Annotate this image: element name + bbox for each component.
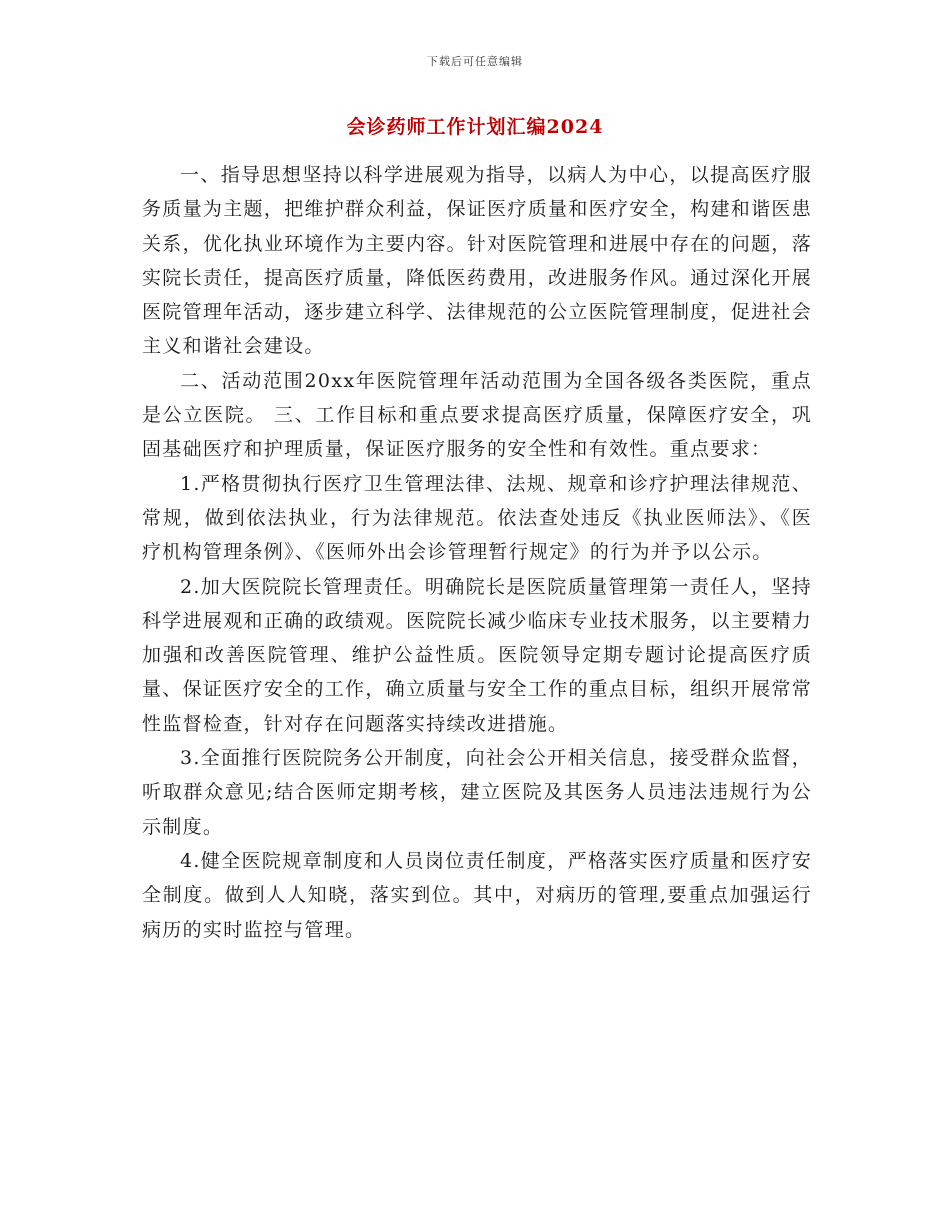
paragraph-item-4: 4.健全医院规章制度和人员岗位责任制度，严格落实医疗质量和医疗安全制度。做到人人知晓，落实到位。其中，对病历的管理,要重点加强运行病历的实时监控与管理。	[142, 849, 812, 941]
paragraph-activity-scope: 二、活动范围20xx年医院管理年活动范围为全国各级各类医院，重点是公立医院。 三、工作目标和重点要求提高医疗质量，保障医疗安全，巩固基础医疗和护理质量，保证医疗服务的安全性和有效性。重点要求：	[142, 369, 812, 461]
paragraph-guiding-ideology: 一、指导思想坚持以科学进展观为指导，以病人为中心，以提高医疗服务质量为主题，把维护群众利益，保证医疗质量和医疗安全，构建和谐医患关系，优化执业环境作为主要内容。针对医院管理和进展中存在的问题，落实院长责任，提高医疗质量，降低医药费用，改进服务作风。通过深化开展医院管理年活动，逐步建立科学、法律规范的公立医院管理制度，促进社会主义和谐社会建设。	[142, 164, 812, 358]
paragraph-item-3: 3.全面推行医院院务公开制度，向社会公开相关信息，接受群众监督，听取群众意见;结合医师定期考核，建立医院及其医务人员违法违规行为公示制度。	[142, 747, 812, 838]
header-note: 下载后可任意编辑	[427, 55, 523, 68]
paragraph-item-1: 1.严格贯彻执行医疗卫生管理法律、法规、规章和诊疗护理法律规范、常规，做到依法执业，行为法律规范。依法查处违反《执业医师法》、《医疗机构管理条例》、《医师外出会诊管理暂行规定》的行为并予以公示。	[142, 472, 812, 564]
document-title: 会诊药师工作计划汇编2024	[346, 116, 604, 138]
paragraph-item-2: 2.加大医院院长管理责任。明确院长是医院质量管理第一责任人，坚持科学进展观和正确的政绩观。医院院长减少临床专业技术服务，以主要精力加强和改善医院管理、维护公益性质。医院领导定期专题讨论提高医疗质量、保证医疗安全的工作，确立质量与安全工作的重点目标，组织开展常常性监督检查，针对存在问题落实持续改进措施。	[142, 575, 812, 735]
document-body	[142, 158, 812, 947]
